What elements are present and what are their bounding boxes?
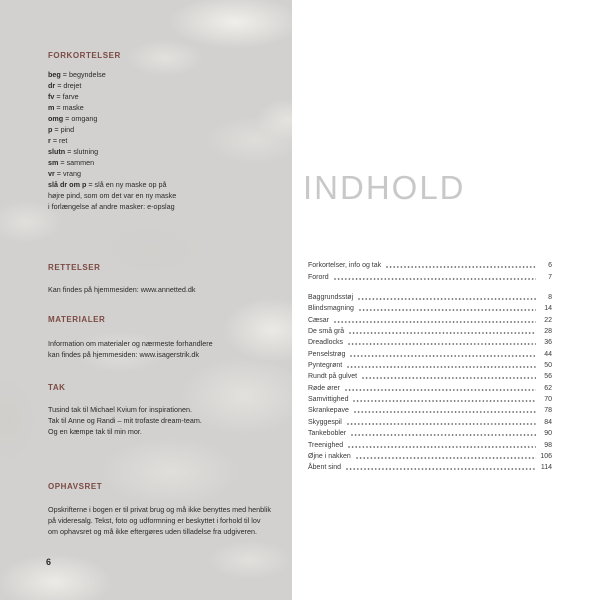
- ophavsret-text: [48, 504, 286, 537]
- abbreviation-term: p: [48, 125, 53, 134]
- toc-leader-dots: [356, 457, 536, 459]
- toc-entry-label: Cæsar: [308, 316, 330, 324]
- toc-entry-page: 36: [544, 339, 552, 347]
- text-line: på videresalg. Tekst, foto og udformning er beskyttet i forhold til lov: [48, 516, 261, 525]
- toc-leader-dots: [351, 434, 536, 436]
- toc-leader-dots: [345, 389, 536, 391]
- toc-entry-page: 8: [548, 294, 552, 302]
- abbreviation-line: [48, 157, 286, 168]
- toc-intro-block: [308, 259, 552, 282]
- toc-entry-label: Røde ører: [308, 384, 340, 392]
- toc-entry: [308, 302, 552, 313]
- abbreviation-definition: = drejet: [57, 81, 82, 90]
- toc-entry-page: 62: [544, 384, 552, 392]
- toc-entry-page: 70: [544, 396, 552, 404]
- abbreviation-line: [48, 168, 286, 179]
- toc-leader-dots: [347, 423, 536, 425]
- toc-entry-page: 14: [544, 305, 552, 313]
- section-title-materialer: MATERIALER: [48, 315, 106, 324]
- abbreviation-term: dr: [48, 81, 56, 90]
- abbreviation-line: [48, 179, 286, 190]
- toc-entry-label: Forord: [308, 273, 329, 281]
- section-title-tak: TAK: [48, 383, 66, 392]
- toc-entry-page: 98: [544, 441, 552, 449]
- toc-entry-label: Rundt på gulvet: [308, 373, 358, 381]
- toc-entry: [308, 450, 552, 461]
- section-title-forkortelser: FORKORTELSER: [48, 51, 121, 60]
- toc-entry-label: Penselstrøg: [308, 350, 346, 358]
- toc-entry-label: Dreadlocks: [308, 339, 344, 347]
- toc-leader-dots: [349, 332, 536, 334]
- toc-entry: [308, 291, 552, 302]
- toc-entry: [308, 438, 552, 449]
- abbreviation-term: sm: [48, 158, 59, 167]
- abbreviation-definition: = ret: [52, 136, 68, 145]
- toc-leader-dots: [350, 355, 536, 357]
- text-line: om ophavsret og må ikke eftergøres uden tilladelse fra udgiveren.: [48, 527, 257, 536]
- abbreviation-term: vr: [48, 169, 55, 178]
- abbreviation-definition: = pind: [54, 125, 75, 134]
- toc-entry: [308, 415, 552, 426]
- toc-entry-page: 56: [544, 373, 552, 381]
- abbreviation-definition: = farve: [56, 92, 79, 101]
- toc-entry-label: Skyggespil: [308, 418, 342, 426]
- toc-entry-page: 90: [544, 430, 552, 438]
- abbreviation-definition: = begyndelse: [62, 70, 106, 79]
- toc-entry-page: 28: [544, 328, 552, 336]
- toc-entry-page: 50: [544, 362, 552, 370]
- toc-leader-dots: [347, 366, 536, 368]
- abbreviation-definition: højre pind, som om det var en ny maske: [48, 191, 177, 200]
- toc-leader-dots: [354, 411, 536, 413]
- abbreviation-definition: = sammen: [60, 158, 95, 167]
- toc-entry-page: 106: [540, 452, 552, 460]
- abbreviation-list: [48, 69, 286, 212]
- abbreviation-term: m: [48, 103, 55, 112]
- text-line: Tusind tak til Michael Kvium for inspirationen.: [48, 405, 192, 414]
- abbreviation-definition: = vrang: [56, 169, 81, 178]
- text-line: Information om materialer og nærmeste forhandlere: [48, 339, 213, 348]
- toc-entry: [308, 461, 552, 472]
- toc-entry: [308, 370, 552, 381]
- toc-leader-dots: [346, 468, 536, 470]
- toc-chapters-block: [308, 291, 552, 473]
- abbreviation-line: [48, 190, 286, 201]
- abbreviation-definition: = slutning: [67, 147, 99, 156]
- toc-leader-dots: [359, 309, 536, 311]
- text-line: Opskrifterne i bogen er til privat brug og må ikke benyttes med henblik: [48, 505, 271, 514]
- toc-entry-label: Forkortelser, info og tak: [308, 262, 382, 270]
- toc-entry: [308, 313, 552, 324]
- section-title-ophavsret: OPHAVSRET: [48, 482, 103, 491]
- toc-leader-dots: [358, 298, 536, 300]
- toc-leader-dots: [334, 278, 536, 280]
- abbreviation-line: [48, 135, 286, 146]
- abbreviation-definition: i forlængelse af andre masker: e-opslag: [48, 202, 175, 211]
- contents-title: INDHOLD: [303, 169, 466, 206]
- toc-entry-page: 7: [548, 273, 552, 281]
- abbreviation-line: [48, 69, 286, 80]
- materialer-text: [48, 338, 286, 360]
- toc-leader-dots: [362, 377, 536, 379]
- abbreviation-term: fv: [48, 92, 55, 101]
- toc-section-gap: [308, 282, 552, 291]
- toc-entry-label: Åbent sind: [308, 464, 342, 472]
- abbreviation-line: [48, 201, 286, 212]
- toc-entry-page: 22: [544, 316, 552, 324]
- abbreviation-line: [48, 146, 286, 157]
- toc-entry: [308, 381, 552, 392]
- abbreviation-definition: = maske: [56, 103, 84, 112]
- toc-entry: [308, 404, 552, 415]
- toc-entry-label: Pyntegrønt: [308, 362, 343, 370]
- text-line: Kan findes på hjemmesiden: www.annetted.dk: [48, 285, 196, 294]
- abbreviation-term: slutn: [48, 147, 66, 156]
- abbreviation-line: [48, 124, 286, 135]
- abbreviation-term: slå dr om p: [48, 180, 87, 189]
- toc-entry: [308, 427, 552, 438]
- toc-leader-dots: [353, 400, 536, 402]
- abbreviation-line: [48, 102, 286, 113]
- toc-leader-dots: [348, 446, 536, 448]
- toc-entry-label: Treenighed: [308, 441, 344, 449]
- page-number: 6: [46, 557, 52, 567]
- abbreviation-definition: = omgang: [65, 114, 98, 123]
- abbreviation-term: r: [48, 136, 51, 145]
- toc-entry: [308, 259, 552, 270]
- toc-entry-page: 84: [544, 418, 552, 426]
- section-title-rettelser: RETTELSER: [48, 263, 101, 272]
- toc-entry: [308, 393, 552, 404]
- abbreviation-term: beg: [48, 70, 61, 79]
- abbreviation-line: [48, 113, 286, 124]
- toc-entry-page: 114: [540, 464, 552, 472]
- left-page: [0, 0, 292, 600]
- toc-entry-page: 44: [544, 350, 552, 358]
- toc-leader-dots: [334, 321, 536, 323]
- rettelser-text: [48, 284, 286, 295]
- text-line: Og en kæmpe tak til min mor.: [48, 427, 142, 436]
- toc-entry-label: Øjne i nakken: [308, 452, 351, 460]
- toc-entry-label: Blindsmagning: [308, 305, 354, 313]
- abbreviation-term: omg: [48, 114, 64, 123]
- toc-leader-dots: [386, 266, 536, 268]
- toc-entry-label: De små grå: [308, 328, 345, 336]
- right-page: [292, 0, 600, 600]
- toc-entry-label: Samvittighed: [308, 396, 349, 404]
- abbreviation-line: [48, 91, 286, 102]
- toc-entry: [308, 336, 552, 347]
- toc-leader-dots: [348, 343, 536, 345]
- tak-text: [48, 404, 286, 437]
- toc-entry: [308, 359, 552, 370]
- abbreviation-line: [48, 80, 286, 91]
- toc-entry-label: Baggrundsstøj: [308, 294, 354, 302]
- toc-entry: [308, 325, 552, 336]
- toc-entry: [308, 270, 552, 281]
- abbreviation-definition: = slå en ny maske op på: [88, 180, 167, 189]
- text-line: Tak til Anne og Randi – mit trofaste dream-team.: [48, 416, 202, 425]
- toc-entry-label: Tankebobler: [308, 430, 347, 438]
- table-of-contents: [308, 259, 552, 472]
- toc-entry: [308, 347, 552, 358]
- toc-entry-page: 78: [544, 407, 552, 415]
- toc-entry-label: Skrankepave: [308, 407, 349, 415]
- text-line: kan findes på hjemmesiden: www.isagerstrik.dk: [48, 350, 200, 359]
- toc-entry-page: 6: [548, 262, 552, 270]
